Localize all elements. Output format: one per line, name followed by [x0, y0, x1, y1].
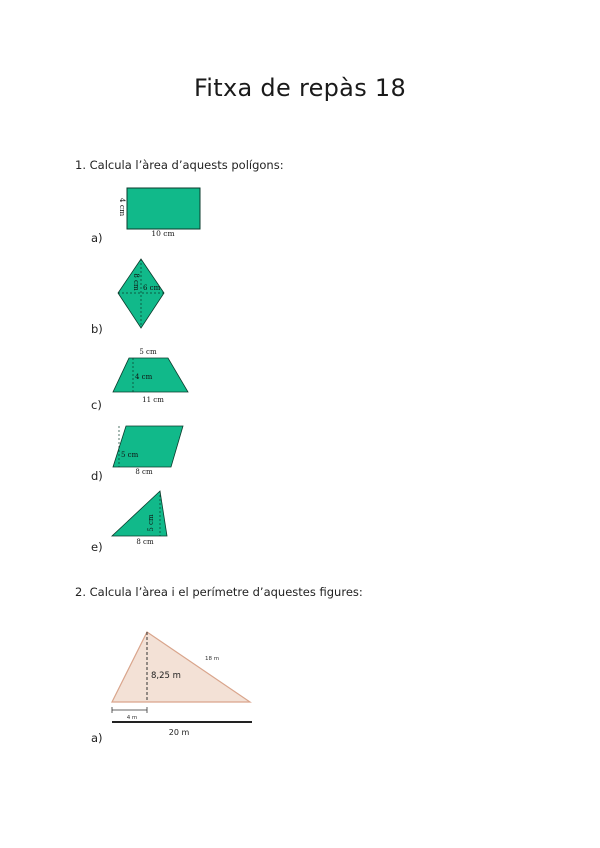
rhombus-diagonal-major-label: 8 cm — [132, 273, 140, 291]
item-label-1d: d) — [91, 469, 103, 483]
triangle-2a-base-label: 20 m — [168, 728, 190, 737]
parallelogram-base-label: 8 cm — [135, 468, 153, 476]
exercise-1-prompt: 1. Calcula l’àrea d’aquests polígons: — [75, 158, 284, 172]
rectangle-base-label: 10 cm — [151, 229, 175, 237]
triangle-2a-segment-label: 4 m — [126, 715, 138, 721]
rectangle-height-label: 4 cm — [118, 197, 127, 217]
figure-rectangle — [108, 185, 208, 237]
item-label-1e: e) — [91, 540, 103, 554]
item-label-1c: c) — [91, 398, 102, 412]
figure-parallelogram — [108, 420, 188, 476]
figure-trapezoid — [108, 346, 194, 404]
triangle-base-label: 8 cm — [136, 538, 154, 546]
rhombus-diagonal-minor-label: 6 cm — [143, 284, 161, 292]
item-label-2a: a) — [91, 731, 103, 745]
figure-triangle — [108, 488, 178, 546]
trapezoid-base-label: 11 cm — [142, 396, 164, 404]
parallelogram-height-label: 5 cm — [121, 451, 139, 459]
page-title: Fitxa de repàs 18 — [193, 74, 407, 102]
figure-rhombus — [112, 256, 172, 331]
triangle-2a-height-label: 8,25 m — [151, 671, 181, 681]
exercise-2-prompt: 2. Calcula l’àrea i el perímetre d’aquestes figures: — [75, 585, 363, 599]
triangle-2a-side-label: 18 m — [205, 656, 220, 662]
triangle-height-label: 5 cm — [147, 514, 155, 532]
item-label-1a: a) — [91, 231, 103, 245]
trapezoid-height-label: 4 cm — [135, 373, 153, 381]
item-label-1b: b) — [91, 322, 103, 336]
figure-triangle-2a — [105, 622, 260, 740]
trapezoid-top-label: 5 cm — [139, 348, 157, 356]
